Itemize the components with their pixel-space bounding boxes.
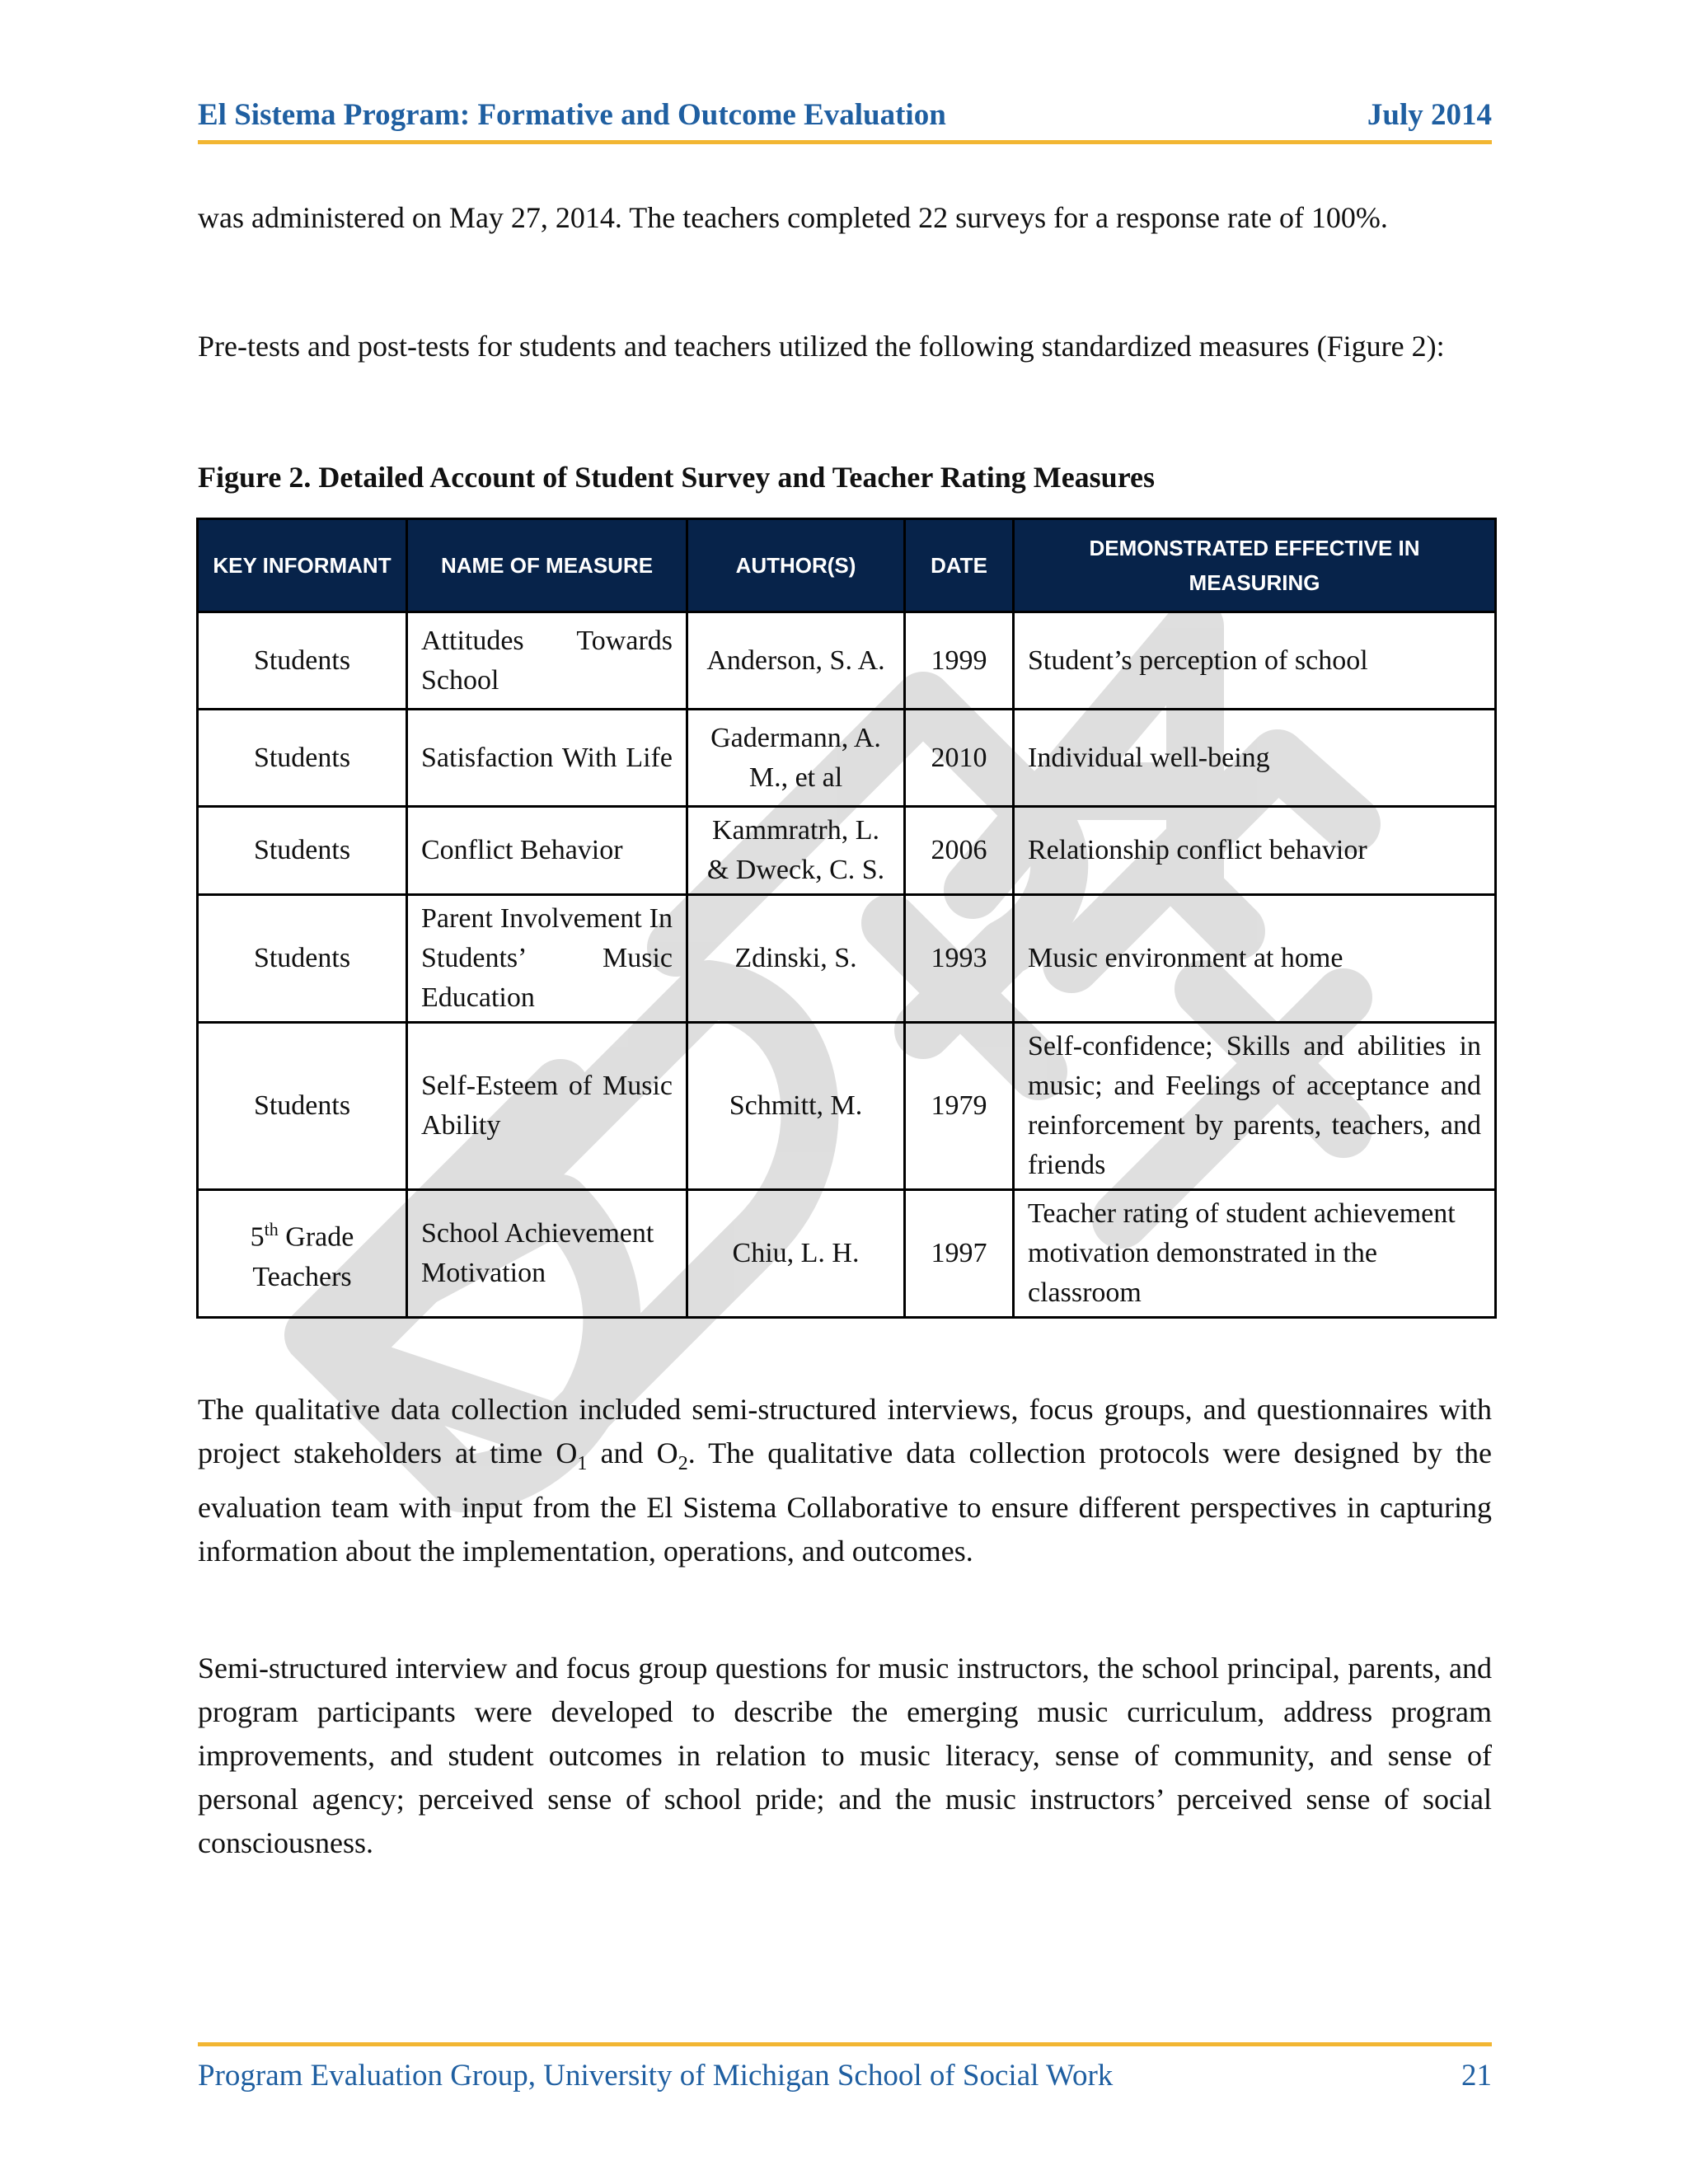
cell-measure: Attitudes Towards School bbox=[407, 612, 687, 710]
cell-date: 1999 bbox=[905, 612, 1014, 710]
cell-date: 1997 bbox=[905, 1190, 1014, 1318]
page-footer bbox=[198, 2042, 1492, 2093]
column-header-date: DATE bbox=[905, 519, 1014, 612]
cell-effective: Music environment at home bbox=[1014, 895, 1496, 1023]
cell-date: 1993 bbox=[905, 895, 1014, 1023]
cell-effective: Individual well-being bbox=[1014, 710, 1496, 807]
cell-effective: Teacher rating of student achievement motivation demonstrated in the classroom bbox=[1014, 1190, 1496, 1318]
column-header-key-informant: KEY INFORMANT bbox=[198, 519, 407, 612]
cell-date: 2010 bbox=[905, 710, 1014, 807]
page-number: 21 bbox=[1461, 2059, 1492, 2093]
cell-measure: Self-Esteem of Music Ability bbox=[407, 1023, 687, 1190]
header-date: July 2014 bbox=[1367, 98, 1492, 132]
cell-date: 2006 bbox=[905, 807, 1014, 895]
cell-measure: School Achievement Motivation bbox=[407, 1190, 687, 1318]
measures-table bbox=[196, 518, 1497, 1319]
page-header bbox=[198, 97, 1492, 144]
cell-date: 1979 bbox=[905, 1023, 1014, 1190]
qualitative-text-part-3: . The qualitative data collection protocols were designed by the evaluation team with input from the El Sistema Collaborative to ensure different perspectives in capturing information about the implementation, operations, and outcomes. bbox=[198, 1436, 1492, 1568]
grade-teachers-label: Grade Teachers bbox=[252, 1221, 354, 1292]
table-row bbox=[198, 895, 1496, 1023]
cell-author: Zdinski, S. bbox=[687, 895, 905, 1023]
cell-effective: Self-confidence; Skills and abilities in music; and Feelings of acceptance and reinforcement by parents, teachers, and friends bbox=[1014, 1023, 1496, 1190]
cell-measure: Satisfaction With Life bbox=[407, 710, 687, 807]
paragraph-response-rate: was administered on May 27, 2014. The teachers completed 22 surveys for a response rate of 100%. bbox=[198, 201, 1388, 234]
cell-informant: Students bbox=[198, 807, 407, 895]
cell-measure: Parent Involvement In Students’ Music Education bbox=[407, 895, 687, 1023]
header-title: El Sistema Program: Formative and Outcome Evaluation bbox=[198, 98, 946, 132]
qualitative-text-part-2: and O bbox=[587, 1436, 678, 1469]
cell-measure: Conflict Behavior bbox=[407, 807, 687, 895]
cell-author: Anderson, S. A. bbox=[687, 612, 905, 710]
table-row bbox=[198, 710, 1496, 807]
cell-author: Schmitt, M. bbox=[687, 1023, 905, 1190]
cell-informant: Students bbox=[198, 895, 407, 1023]
figure-caption: Figure 2. Detailed Account of Student Survey and Teacher Rating Measures bbox=[198, 461, 1156, 494]
cell-author: Chiu, L. H. bbox=[687, 1190, 905, 1318]
column-header-demonstrated-effective: DEMONSTRATED EFFECTIVE IN MEASURING bbox=[1014, 519, 1496, 612]
time-subscript-1: 1 bbox=[577, 1453, 588, 1475]
table-header-row bbox=[198, 519, 1496, 612]
cell-informant: Students bbox=[198, 1023, 407, 1190]
footer-organization: Program Evaluation Group, University of Michigan School of Social Work bbox=[198, 2059, 1114, 2093]
time-subscript-2: 2 bbox=[678, 1453, 688, 1475]
paragraph-interview-questions: Semi-structured interview and focus group questions for music instructors, the school principal, parents, and program participants were developed to describe the emerging music curriculum, address program improvements, and student outcomes in relation to music literacy, sense of community, and sense of personal agency; perceived sense of school pride; and the music instructors’ perceived sense of social consciousness. bbox=[198, 1652, 1492, 1859]
cell-effective: Student’s perception of school bbox=[1014, 612, 1496, 710]
table-row bbox=[198, 807, 1496, 895]
cell-informant bbox=[198, 1190, 407, 1318]
column-header-authors: AUTHOR(S) bbox=[687, 519, 905, 612]
column-header-name-of-measure: NAME OF MEASURE bbox=[407, 519, 687, 612]
cell-effective: Relationship conflict behavior bbox=[1014, 807, 1496, 895]
paragraph-qualitative-data bbox=[198, 1388, 1492, 1573]
table-row bbox=[198, 1190, 1496, 1318]
paragraph-measures-intro: Pre-tests and post-tests for students and teachers utilized the following standardized measures (Figure 2): bbox=[198, 330, 1445, 363]
cell-author: Kammratrh, L. & Dweck, C. S. bbox=[687, 807, 905, 895]
grade-number: 5 bbox=[250, 1221, 265, 1253]
cell-informant: Students bbox=[198, 612, 407, 710]
cell-author: Gadermann, A. M., et al bbox=[687, 710, 905, 807]
grade-ordinal-suffix: th bbox=[264, 1219, 279, 1240]
qualitative-text-part-1: The qualitative data collection included semi-structured interviews, focus groups, and questionnaires with project stakeholders at time O bbox=[198, 1393, 1492, 1469]
table-row bbox=[198, 1023, 1496, 1190]
cell-informant: Students bbox=[198, 710, 407, 807]
table-row bbox=[198, 612, 1496, 710]
